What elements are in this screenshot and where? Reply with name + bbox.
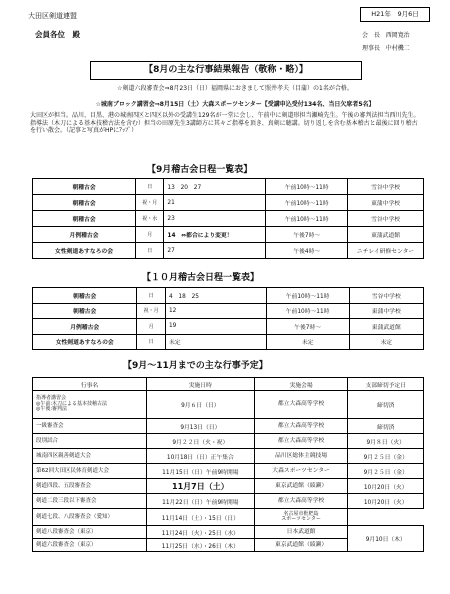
cell-event-name: 第62回大田区民体育剣道大会 bbox=[33, 464, 147, 479]
table-row bbox=[33, 434, 424, 449]
cell-venue: 日本武道館 bbox=[254, 526, 348, 539]
cell-deadline: 締切済 bbox=[348, 419, 424, 434]
cell-date: 11月14日（土）・15日（日） bbox=[147, 509, 255, 526]
cell-weekday: 祝・月 bbox=[136, 195, 164, 211]
cell-dates: 12 bbox=[165, 303, 266, 319]
cell-venue: 都立大森高等学校 bbox=[254, 419, 348, 434]
table-row bbox=[33, 227, 424, 243]
cell-time: 午前10時～11時 bbox=[266, 288, 349, 304]
cell-deadline: 9月２５日（金） bbox=[348, 464, 424, 479]
table-row bbox=[33, 303, 424, 319]
cell-event-name: 女性剣道あすなろの会 bbox=[33, 243, 136, 259]
october-schedule-table bbox=[32, 287, 424, 350]
cell-time: 午前10時～11時 bbox=[266, 303, 349, 319]
signatory-director bbox=[362, 43, 410, 52]
issue-date: H21年 9月6日 bbox=[360, 7, 430, 22]
cell-date: 10月18日（日）正午集合 bbox=[147, 449, 255, 464]
cell-event-name: 段別試合 bbox=[33, 434, 147, 449]
column-header: 実施会場 bbox=[254, 378, 348, 391]
cell-venue: 都立大森高等学校 bbox=[254, 391, 348, 419]
cell-time: 午前10時～11時 bbox=[266, 211, 348, 227]
report-title: 【8月の主な行事結果報告（敬称・略）】 bbox=[90, 61, 362, 80]
cell-date: 11月22日（日）午前9時開場 bbox=[147, 494, 255, 509]
cell-dates: 21 bbox=[164, 195, 266, 211]
table-row bbox=[33, 419, 424, 434]
cell-event-name: 剣道四段、五段審査会 bbox=[33, 479, 147, 494]
table-row bbox=[33, 449, 424, 464]
cell-time: 未定 bbox=[266, 334, 349, 350]
cell-event-name: 剣道七段、八段審査会（愛知） bbox=[33, 509, 147, 526]
cell-event-name: 朝稽古会 bbox=[33, 179, 136, 195]
cell-event-name: 朝稽古会 bbox=[33, 288, 137, 304]
cell-venue: 雪谷中学校 bbox=[348, 211, 424, 227]
cell-deadline: 9月２５日（金） bbox=[348, 449, 424, 464]
signatory-role: 理事長 bbox=[362, 45, 381, 52]
cell-event-name: 剣道二段三段以下審査会 bbox=[33, 494, 147, 509]
table-row bbox=[33, 391, 424, 419]
table-row bbox=[33, 195, 424, 211]
cell-date: 11月15日（日）午前9時開場 bbox=[147, 464, 255, 479]
cell-weekday: 月 bbox=[137, 319, 166, 335]
cell-weekday: 日 bbox=[137, 288, 166, 304]
cell-venue: 品川区総体主競技場 bbox=[254, 449, 348, 464]
table-row bbox=[33, 319, 424, 335]
cell-dates: 27 bbox=[164, 243, 266, 259]
cell-date: 9月６日（日） bbox=[147, 391, 255, 419]
cell-date: 11月7日（土） bbox=[147, 479, 255, 494]
cell-weekday: 祝・水 bbox=[136, 211, 164, 227]
org-name: 大田区剣道連盟 bbox=[28, 12, 77, 20]
cell-venue: 雪谷中学校 bbox=[348, 179, 424, 195]
report-body: 大田区が担当。品川、目黒、港の城南四区と四区以外の受講生129名が一堂に会し、午前中に剣道形担当瀬崎先生。午後の審判法担当西川先生。指導法（木刀による基本技稽古法を含む）担当の田原先生3講師方に其々ご指導を頂き、真剣に聴講。切り返しを含む基本稽古と最後に回り稽古を行い散会。（記事と写真がHPにｱｯﾌﾟ） bbox=[30, 112, 420, 134]
cell-event-name: 剣道八段審査会（東京） bbox=[33, 526, 147, 539]
cell-event-name: 朝稽古会 bbox=[33, 211, 136, 227]
cell-time: 午前10時～11時 bbox=[266, 179, 348, 195]
signatory-name: 中村機二 bbox=[385, 45, 410, 52]
cell-dates: 13 20 27 bbox=[164, 179, 266, 195]
cell-venue: 東蒲中学校 bbox=[348, 195, 424, 211]
column-header: 支部締切予定日 bbox=[348, 378, 424, 391]
cell-deadline: 10月20日（火） bbox=[348, 494, 424, 509]
cell-event-name: 月例稽古会 bbox=[33, 319, 137, 335]
table-row bbox=[33, 464, 424, 479]
cell-event-name: 朝稽古会 bbox=[33, 303, 137, 319]
table-row bbox=[33, 494, 424, 509]
table-row bbox=[33, 211, 424, 227]
signatory-chair bbox=[362, 30, 410, 39]
cell-date: 11月24日（火）・25日（水） bbox=[147, 526, 255, 539]
addressee: 会員各位 殿 bbox=[35, 30, 80, 39]
table-row bbox=[33, 526, 424, 539]
events-title: 【9月～11月までの主な行事予定】 bbox=[123, 361, 268, 371]
signatory-role: 会 長 bbox=[362, 32, 381, 39]
cell-venue: 未定 bbox=[349, 334, 423, 350]
cell-time: 午後7時～ bbox=[266, 319, 349, 335]
cell-event-name: 朝稽古会 bbox=[33, 195, 136, 211]
cell-dates: 4 18 25 bbox=[165, 288, 266, 304]
table-row bbox=[33, 334, 424, 350]
cell-dates: 14 ⇔都合により変更！ bbox=[164, 227, 266, 243]
cell-venue: 名古屋市枇杷島 スポーツセンター bbox=[254, 509, 348, 526]
cell-venue: 大森スポーツセンター bbox=[254, 464, 348, 479]
table-row bbox=[33, 479, 424, 494]
cell-venue: 東蒲武道館 bbox=[349, 319, 423, 335]
cell-dates: 23 bbox=[164, 211, 266, 227]
cell-dates: 19 bbox=[165, 319, 266, 335]
signatory-name: 西岡寛治 bbox=[385, 32, 410, 39]
october-title: 【１０月稽古会日程一覧表】 bbox=[142, 273, 260, 283]
cell-event-name: 女性剣道あすなろの会 bbox=[33, 334, 137, 350]
table-row bbox=[33, 243, 424, 259]
cell-weekday: 日 bbox=[137, 334, 166, 350]
september-schedule-table bbox=[32, 178, 424, 259]
cell-deadline: 9月10日（木） bbox=[348, 526, 424, 552]
cell-venue: 東京武道館（綾瀬） bbox=[254, 479, 348, 494]
cell-venue: 都立大森高等学校 bbox=[254, 494, 348, 509]
cell-date: 9月２２日（火・祝） bbox=[147, 434, 255, 449]
cell-venue: ニチレイ研修センター bbox=[348, 243, 424, 259]
cell-event-name: 指導者講習会 ◎午前:木刀による基本技稽古法 ◎午後:審判法 bbox=[33, 391, 147, 419]
cell-deadline: 9月８日（火） bbox=[348, 434, 424, 449]
cell-deadline: 締切済 bbox=[348, 391, 424, 419]
cell-venue: 東蒲中学校 bbox=[349, 303, 423, 319]
cell-deadline: 10月20日（火） bbox=[348, 479, 424, 494]
cell-venue: 東蒲武道館 bbox=[348, 227, 424, 243]
cell-weekday: 日 bbox=[136, 179, 164, 195]
cell-venue: 東京武道館（綾瀬） bbox=[254, 539, 348, 552]
cell-venue: 都立大森高等学校 bbox=[254, 434, 348, 449]
cell-time: 午後4時～ bbox=[266, 243, 348, 259]
table-row bbox=[33, 179, 424, 195]
report-item-promotion: ☆剣道六段審査会⇒8月23日（日）福岡県におきまして照井孝夫（目蒲）の1名が合格。 bbox=[117, 85, 353, 92]
table-row bbox=[33, 509, 424, 526]
cell-time: 午後7時～ bbox=[266, 227, 348, 243]
column-header: 実施日時 bbox=[147, 378, 255, 391]
column-header: 行事名 bbox=[33, 378, 147, 391]
cell-weekday: 月 bbox=[136, 227, 164, 243]
cell-date: 9月13日（日） bbox=[147, 419, 255, 434]
cell-venue: 雪谷中学校 bbox=[349, 288, 423, 304]
cell-event-name: 剣道六段審査会（東京） bbox=[33, 539, 147, 552]
cell-date: 11月25日（水）・26日（木） bbox=[147, 539, 255, 552]
cell-time: 午前10時～11時 bbox=[266, 195, 348, 211]
table-row bbox=[33, 288, 424, 304]
events-table bbox=[32, 377, 424, 552]
cell-event-name: 月例稽古会 bbox=[33, 227, 136, 243]
cell-dates: 未定 bbox=[165, 334, 266, 350]
cell-weekday: 日 bbox=[136, 243, 164, 259]
cell-weekday: 祝・月 bbox=[137, 303, 166, 319]
cell-event-name: 城南四区親善剣道大会 bbox=[33, 449, 147, 464]
report-item-seminar: ☆城南ブロック講習会⇒8月15日（土）大森スポーツセンター【受講申込受付134名、当日欠席者5名】 bbox=[95, 101, 375, 108]
table-header-row bbox=[33, 378, 424, 391]
cell-event-name: 一級審査会 bbox=[33, 419, 147, 434]
september-title: 【9月稽古会日程一覧表】 bbox=[147, 165, 253, 175]
